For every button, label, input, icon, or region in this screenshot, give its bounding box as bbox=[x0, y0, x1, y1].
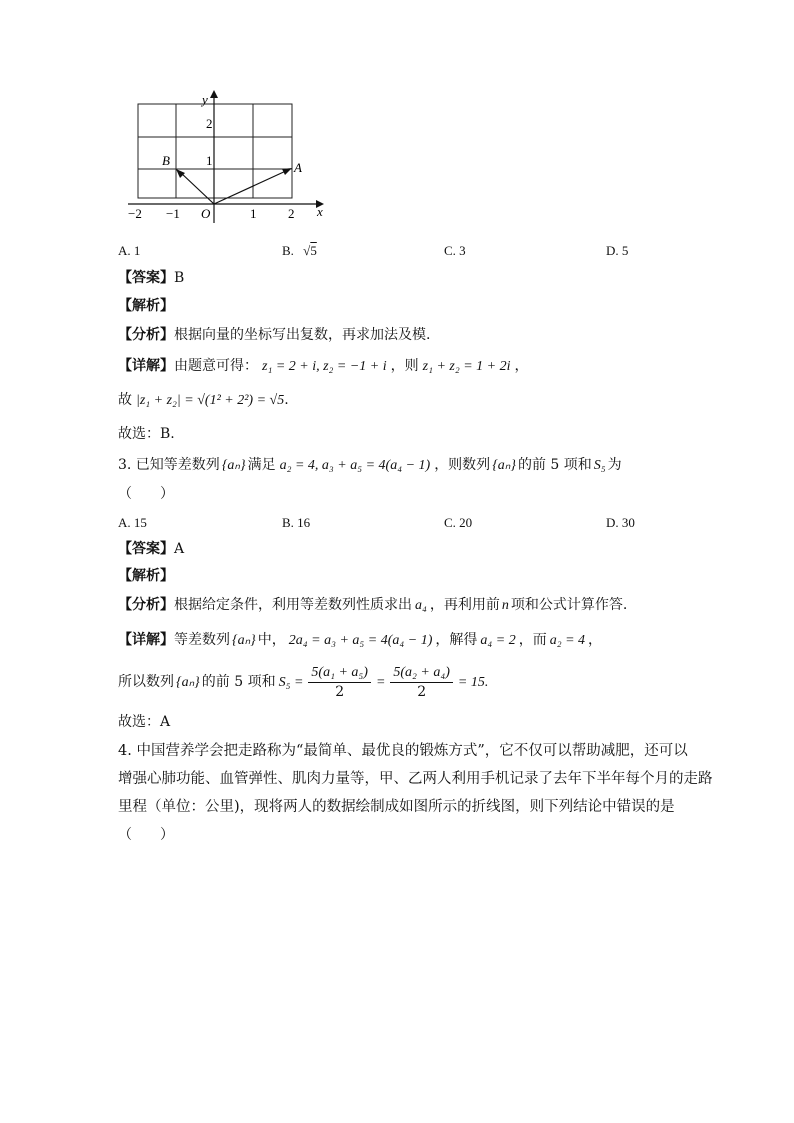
q3-analysis-tag: 【解析】 bbox=[118, 568, 174, 584]
tick-x-neg2: −2 bbox=[128, 206, 142, 221]
q2-option-d: D. 5 bbox=[606, 243, 629, 258]
y-axis-arrow bbox=[210, 90, 218, 98]
q4-stem-line1: 4. 中国营养学会把走路称为“最简单、最优良的锻炼方式”，它不仅可以帮助减肥，还可以 bbox=[118, 743, 688, 759]
axis-label-y: y bbox=[202, 92, 208, 107]
q2-fenxi: 【分析】根据向量的坐标写出复数，再求加法及模. bbox=[118, 327, 431, 343]
axis-label-x: x bbox=[317, 204, 323, 219]
q3-xiangjie: 【详解】等差数列 {aₙ} 中， 2a₄ = a₃ + a₅ = 4(a₄ − 1) ，解得 a₄ = 2 ，而 a₂ = 4 ， bbox=[118, 632, 603, 648]
q3-option-a: A. 15 bbox=[118, 515, 147, 530]
q2-option-b-value: √5 bbox=[303, 243, 317, 258]
q2-option-c: C. 3 bbox=[444, 243, 466, 258]
q3-stem: 3. 已知等差数列 {aₙ} 满足 a₂ = 4, a₃ + a₅ = 4(a₄ − 1) ，则数列 {aₙ} 的前 5 项和 S₅ 为 bbox=[118, 457, 622, 473]
q2-option-b bbox=[282, 241, 317, 261]
fraction-2: $\frac{\text{5(a₂ + a₄)}}{2}$ bbox=[390, 664, 453, 701]
q2-answer: 【答案】B bbox=[118, 270, 185, 286]
q3-answer: 【答案】A bbox=[118, 541, 185, 557]
q2-analysis-tag: 【解析】 bbox=[118, 298, 174, 314]
q3-option-c: C. 20 bbox=[444, 515, 473, 530]
q3-option-d: D. 30 bbox=[606, 515, 635, 530]
tick-y-2: 2 bbox=[206, 116, 213, 131]
q3-fenxi: 【分析】根据给定条件，利用等差数列性质求出 a₄ ，再利用前 n 项和公式计算作答. bbox=[118, 597, 628, 613]
tick-y-1: 1 bbox=[206, 153, 213, 168]
vector-ob-arrowhead bbox=[176, 169, 185, 178]
q2-xiangjie: 【详解】由题意可得： z₁ = 2 + i, z₂ = −1 + i ，则 z₁ + z₂ = 1 + 2i ， bbox=[118, 358, 529, 374]
tick-x-1: 1 bbox=[250, 206, 257, 221]
coordinate-figure bbox=[120, 88, 340, 228]
grid bbox=[138, 104, 292, 198]
vector-oa-arrowhead bbox=[282, 168, 292, 175]
q2-option-a: A. 1 bbox=[118, 243, 141, 258]
origin-label: O bbox=[201, 206, 211, 221]
q4-stem-line2: 增强心肺功能、血管弹性、肌肉力量等，甲、乙两人利用手机记录了去年下半年每个月的走路 bbox=[118, 771, 713, 787]
tick-x-neg1: −1 bbox=[166, 206, 180, 221]
point-label-b: B bbox=[162, 153, 170, 168]
q2-option-b-label: B. bbox=[282, 243, 294, 258]
q3-sum: 所以数列 {aₙ} 的前 5 项和 S₅ = $\frac{\text{5(a₁ + a₅)}}{2}$ = $\frac{\text{5(a₂ + a₄)}}{2}$ = 15. bbox=[118, 664, 489, 700]
q2-modulus: 故 |z₁ + z₂| = √(1² + 2²) = √5. bbox=[118, 392, 289, 408]
axes bbox=[128, 94, 318, 223]
vector-oa bbox=[214, 170, 288, 204]
q4-bracket: （ ） bbox=[118, 827, 174, 843]
q2-choice: 故选：B. bbox=[118, 426, 175, 442]
q3-choice: 故选：A bbox=[118, 714, 171, 730]
q3-bracket: （ ） bbox=[118, 486, 174, 502]
fraction-1: $\frac{\text{5(a₁ + a₅)}}{2}$ bbox=[308, 664, 371, 701]
q3-option-b: B. 16 bbox=[282, 515, 311, 530]
tick-x-2: 2 bbox=[288, 206, 295, 221]
vector-ob bbox=[180, 172, 214, 204]
point-label-a: A bbox=[294, 160, 302, 175]
q4-stem-line3: 里程（单位：公里)，现将两人的数据绘制成如图所示的折线图，则下列结论中错误的是 bbox=[118, 799, 675, 815]
